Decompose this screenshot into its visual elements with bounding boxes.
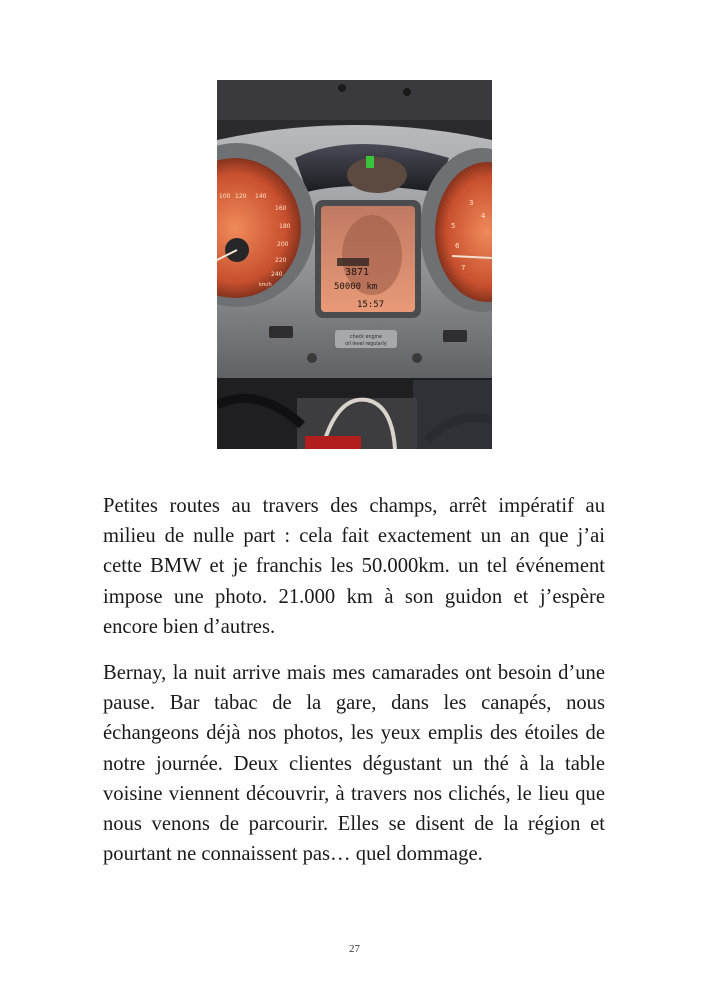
warning-label-line-1: check engine [350, 335, 382, 340]
page-number: 27 [349, 943, 360, 955]
gauge-left-tick: 140 [255, 193, 267, 200]
gauge-left-tick: 160 [275, 205, 287, 212]
gauge-right-tick: 3 [469, 199, 474, 207]
warning-label-line-2: oil level regularly [345, 342, 387, 347]
paragraph: Bernay, la nuit arrive mais mes camarades ont besoin d’une pause. Bar tabac de la gare, dans les canapés, nous échangeons déjà nos photos, les yeux emplis des étoiles de notre journée. Deux clientes dégustant un thé à la table voisine viennent découvrir, à travers nos clichés, le lieu que nous venons de parcourir. Elles se disent de la région et pourtant ne connaissent pas… quel dommage. [103, 662, 605, 866]
gauge-right-tick: 4 [481, 212, 486, 220]
lcd-clock: 15:57 [357, 300, 385, 310]
gauge-left-tick: 120 [235, 193, 247, 200]
gauge-left-tick: 240 [271, 271, 283, 278]
lcd-trip: 3871 [345, 267, 370, 278]
gauge-left-tick: 220 [275, 257, 287, 264]
dashboard-photo [217, 80, 492, 449]
gauge-right-tick: 5 [451, 222, 456, 230]
lcd-odometer: 50000 km [334, 282, 378, 292]
gauge-left-tick: 180 [279, 223, 291, 230]
gauge-left-tick: 200 [277, 241, 289, 248]
gauge-right-tick: 7 [461, 264, 466, 272]
paragraph: Petites routes au travers des champs, arrêt impératif au milieu de nulle part : cela fait exactement un an que j’ai cette BMW et je franchis les 50.000km. un tel événement impose une photo. 21.000 km à son guidon et j’espère encore bien d’autres. [103, 495, 605, 638]
gauge-left-tick: 100 [219, 193, 231, 200]
gauge-left-unit: km/h [259, 282, 272, 288]
gauge-right-tick: 6 [455, 242, 460, 250]
